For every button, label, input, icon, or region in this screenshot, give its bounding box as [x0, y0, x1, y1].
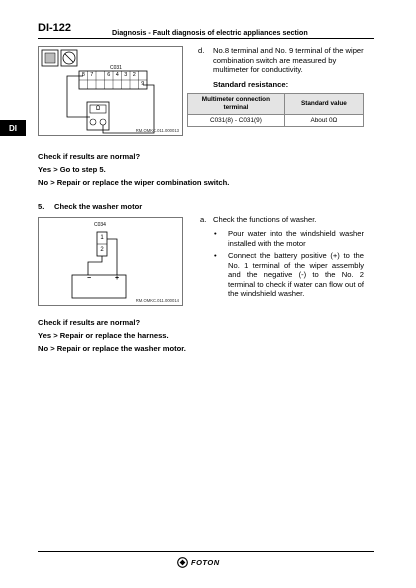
figure-caption: RM.OMKC.011.000014 — [135, 298, 179, 303]
pin-label: 2 — [132, 72, 136, 78]
connector-label: C034 — [94, 222, 106, 228]
wiper-switch-diagram — [38, 46, 183, 136]
warning-icon — [61, 50, 77, 66]
figure-caption: RM.OMKC.011.000013 — [135, 128, 179, 133]
pin-label — [96, 71, 105, 80]
section-title: Diagnosis - Fault diagnosis of electric appliances section — [112, 28, 308, 37]
bullet-icon: • — [214, 251, 217, 260]
header-divider — [38, 38, 374, 39]
pin-label: 1 — [100, 235, 104, 241]
table-header: Multimeter connection terminal — [188, 94, 285, 115]
pin-label: 8 — [81, 72, 85, 78]
bullet-icon: • — [214, 229, 217, 238]
connector-icon — [42, 50, 58, 66]
table-cell: C031(8) - C031(9) — [188, 115, 285, 127]
standard-resistance-label: Standard resistance: — [213, 80, 289, 89]
washer-motor-diagram — [38, 217, 183, 306]
check-no: No > Repair or replace the wiper combination switch. — [38, 178, 230, 187]
ohm-symbol: Ω — [95, 106, 101, 112]
check-yes: Yes > Go to step 5. — [38, 165, 106, 174]
brand-name: FOTON — [191, 558, 220, 567]
positive-terminal-symbol: + — [114, 275, 120, 282]
footer-divider — [38, 551, 374, 552]
step-a-number: a. — [200, 215, 207, 224]
step-5-number: 5. — [38, 202, 45, 211]
footer-logo — [177, 557, 220, 568]
standard-resistance-table — [187, 93, 364, 127]
check-no: No > Repair or replace the washer motor. — [38, 344, 186, 353]
check-question: Check if results are normal? — [38, 318, 141, 327]
pin-label-9: 9 — [141, 81, 145, 87]
pin-label: 2 — [100, 247, 104, 253]
negative-terminal-symbol: − — [86, 275, 92, 282]
foton-logo-icon — [177, 557, 188, 568]
connector-label: C031 — [110, 65, 122, 71]
step-a-text: Check the functions of washer. — [213, 215, 317, 224]
step-d-number: d. — [198, 46, 205, 55]
step-5-title: Check the washer motor — [54, 202, 143, 211]
section-tab: DI — [0, 120, 26, 136]
check-yes: Yes > Repair or replace the harness. — [38, 331, 169, 340]
pin-label: 6 — [107, 72, 111, 78]
table-header: Standard value — [284, 94, 363, 115]
bullet-item — [214, 251, 364, 299]
table-cell: About 0Ω — [284, 115, 363, 127]
check-question: Check if results are normal? — [38, 152, 141, 161]
pin-label — [139, 71, 148, 80]
page-number: DI-122 — [38, 22, 72, 34]
step-d-text: No.8 terminal and No. 9 terminal of the wiper combination switch are measured by multimeter for conductivity. — [213, 46, 364, 75]
table-row — [188, 115, 364, 127]
step-d — [198, 46, 364, 75]
step-a — [200, 215, 366, 225]
pin-label: 3 — [124, 72, 128, 78]
bullet-text: Connect the battery positive (+) to the No. 1 terminal of the wiper assembly and the negative (-) to the No. 2 terminal to check if water can flow out of the windshield washer. — [228, 251, 364, 299]
pin-label: 7 — [90, 72, 94, 78]
bullet-text: Pour water into the windshield washer installed with the motor — [228, 229, 364, 248]
pin-label: 4 — [115, 72, 119, 78]
connector-pins-top — [79, 71, 147, 80]
bullet-item — [214, 229, 364, 248]
